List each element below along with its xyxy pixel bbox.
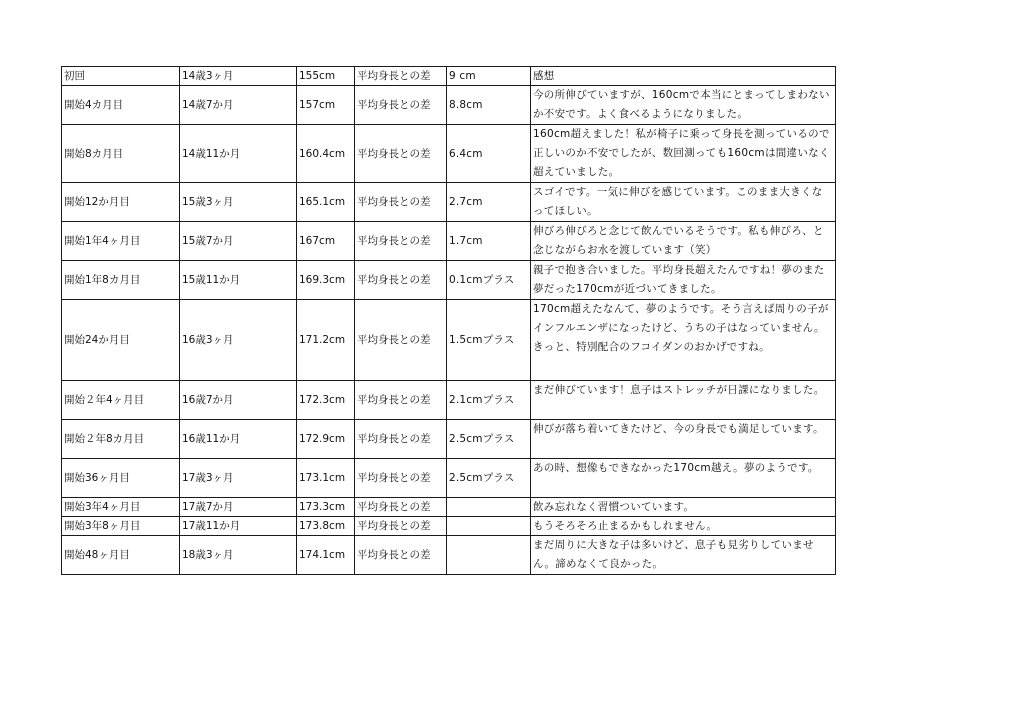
height-cell: 171.2cm xyxy=(297,300,355,381)
height-cell: 157cm xyxy=(297,86,355,125)
comment-cell: 飲み忘れなく習慣ついています。 xyxy=(531,498,836,517)
average-diff-value-cell xyxy=(447,498,531,517)
average-diff-value-cell: 8.8cm xyxy=(447,86,531,125)
period-cell: 初回 xyxy=(62,67,180,86)
age-cell: 15歳7か月 xyxy=(180,222,297,261)
period-cell: 開始48ヶ月目 xyxy=(62,536,180,575)
period-cell: 開始3年4ヶ月目 xyxy=(62,498,180,517)
age-cell: 16歳11か月 xyxy=(180,420,297,459)
average-diff-value-cell xyxy=(447,536,531,575)
average-diff-value-cell: 2.5cmプラス xyxy=(447,420,531,459)
age-cell: 17歳3ヶ月 xyxy=(180,459,297,498)
period-cell: 開始4カ月目 xyxy=(62,86,180,125)
average-diff-value-cell: 2.1cmプラス xyxy=(447,381,531,420)
period-cell: 開始12か月目 xyxy=(62,183,180,222)
table-row xyxy=(62,381,836,420)
comment-cell: スゴイです。一気に伸びを感じています。このまま大きくなってほしい。 xyxy=(531,183,836,222)
average-diff-label-cell: 平均身長との差 xyxy=(355,67,447,86)
average-diff-label-cell: 平均身長との差 xyxy=(355,86,447,125)
height-cell: 155cm xyxy=(297,67,355,86)
average-diff-label-cell: 平均身長との差 xyxy=(355,536,447,575)
comment-cell: 170cm超えたなんて、夢のようです。そう言えば周りの子がインフルエンザになったけど、うちの子はなっていません。きっと、特別配合のフコイダンのおかげですね。 xyxy=(531,300,836,381)
table-row xyxy=(62,420,836,459)
table-row xyxy=(62,261,836,300)
period-cell: 開始24か月目 xyxy=(62,300,180,381)
period-cell: 開始1年4ヶ月目 xyxy=(62,222,180,261)
period-cell: 開始２年4ヶ月目 xyxy=(62,381,180,420)
average-diff-label-cell: 平均身長との差 xyxy=(355,183,447,222)
table-row xyxy=(62,300,836,381)
comment-cell: あの時、想像もできなかった170cm越え。夢のようです。 xyxy=(531,459,836,498)
comment-cell: 160cm超えました！私が椅子に乗って身長を測っているので正しいのか不安でしたが、数回測っても160cmは間違いなく超えていました。 xyxy=(531,125,836,183)
average-diff-value-cell xyxy=(447,517,531,536)
table-row xyxy=(62,86,836,125)
table-row xyxy=(62,517,836,536)
average-diff-label-cell: 平均身長との差 xyxy=(355,222,447,261)
table-row xyxy=(62,536,836,575)
age-cell: 16歳7か月 xyxy=(180,381,297,420)
table-row xyxy=(62,498,836,517)
average-diff-value-cell: 1.7cm xyxy=(447,222,531,261)
age-cell: 14歳11か月 xyxy=(180,125,297,183)
average-diff-label-cell: 平均身長との差 xyxy=(355,517,447,536)
table-row xyxy=(62,125,836,183)
comment-cell: 伸びろ伸びろと念じて飲んでいるそうです。私も伸びろ、と念じながらお水を渡しています（笑） xyxy=(531,222,836,261)
height-cell: 172.9cm xyxy=(297,420,355,459)
table-row xyxy=(62,222,836,261)
average-diff-label-cell: 平均身長との差 xyxy=(355,125,447,183)
height-cell: 160.4cm xyxy=(297,125,355,183)
table-row xyxy=(62,67,836,86)
comment-cell: 親子で抱き合いました。平均身長超えたんですね！夢のまた夢だった170cmが近づいてきました。 xyxy=(531,261,836,300)
table-row xyxy=(62,183,836,222)
age-cell: 15歳11か月 xyxy=(180,261,297,300)
table-row xyxy=(62,459,836,498)
period-cell: 開始1年8カ月目 xyxy=(62,261,180,300)
comment-cell: 今の所伸びていますが、160cmで本当にとまってしまわないか不安です。よく食べるようになりました。 xyxy=(531,86,836,125)
average-diff-value-cell: 9 cm xyxy=(447,67,531,86)
comment-cell: 感想 xyxy=(531,67,836,86)
age-cell: 14歳7か月 xyxy=(180,86,297,125)
average-diff-label-cell: 平均身長との差 xyxy=(355,498,447,517)
comment-cell: もうそろそろ止まるかもしれません。 xyxy=(531,517,836,536)
comment-cell: まだ周りに大きな子は多いけど、息子も見劣りしていません。諦めなくて良かった。 xyxy=(531,536,836,575)
average-diff-label-cell: 平均身長との差 xyxy=(355,300,447,381)
height-cell: 173.3cm xyxy=(297,498,355,517)
average-diff-label-cell: 平均身長との差 xyxy=(355,459,447,498)
period-cell: 開始8カ月目 xyxy=(62,125,180,183)
average-diff-value-cell: 0.1cmプラス xyxy=(447,261,531,300)
age-cell: 17歳11か月 xyxy=(180,517,297,536)
average-diff-value-cell: 2.7cm xyxy=(447,183,531,222)
average-diff-label-cell: 平均身長との差 xyxy=(355,420,447,459)
height-cell: 174.1cm xyxy=(297,536,355,575)
age-cell: 18歳3ヶ月 xyxy=(180,536,297,575)
height-cell: 167cm xyxy=(297,222,355,261)
period-cell: 開始3年8ヶ月目 xyxy=(62,517,180,536)
average-diff-label-cell: 平均身長との差 xyxy=(355,381,447,420)
period-cell: 開始２年8カ月目 xyxy=(62,420,180,459)
growth-record-table xyxy=(61,66,836,575)
height-cell: 165.1cm xyxy=(297,183,355,222)
age-cell: 14歳3ヶ月 xyxy=(180,67,297,86)
height-cell: 173.8cm xyxy=(297,517,355,536)
average-diff-label-cell: 平均身長との差 xyxy=(355,261,447,300)
height-cell: 172.3cm xyxy=(297,381,355,420)
period-cell: 開始36ヶ月目 xyxy=(62,459,180,498)
comment-cell: まだ伸びています！息子はストレッチが日課になりました。 xyxy=(531,381,836,420)
age-cell: 16歳3ヶ月 xyxy=(180,300,297,381)
height-cell: 173.1cm xyxy=(297,459,355,498)
height-cell: 169.3cm xyxy=(297,261,355,300)
average-diff-value-cell: 2.5cmプラス xyxy=(447,459,531,498)
comment-cell: 伸びが落ち着いてきたけど、今の身長でも満足しています。 xyxy=(531,420,836,459)
age-cell: 15歳3ヶ月 xyxy=(180,183,297,222)
average-diff-value-cell: 1.5cmプラス xyxy=(447,300,531,381)
age-cell: 17歳7か月 xyxy=(180,498,297,517)
average-diff-value-cell: 6.4cm xyxy=(447,125,531,183)
